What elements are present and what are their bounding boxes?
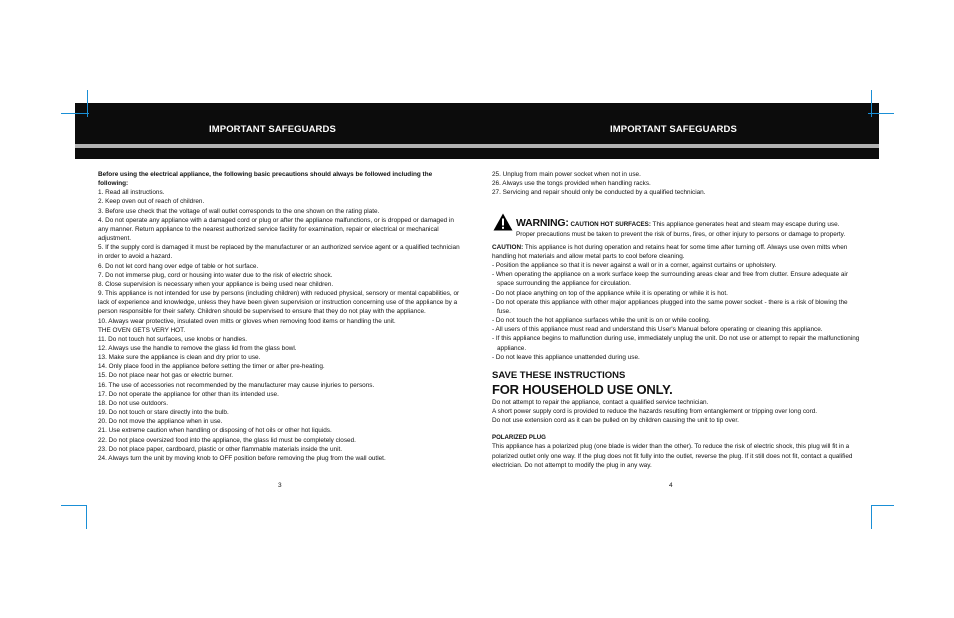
household-line: Do not attempt to repair the appliance, contact a qualified service technician. — [492, 398, 709, 406]
warning-triangle-icon — [493, 213, 513, 231]
caution-label: CAUTION: — [492, 243, 524, 251]
caution-bullet-list — [492, 261, 860, 362]
safeguard-item: 15. Do not place near hot gas or electric burner. — [98, 372, 233, 380]
crop-mark-top-left-h — [61, 113, 89, 114]
safeguard-item: 23. Do not place paper, cardboard, plastic or other flammable materials inside the unit. — [98, 445, 343, 453]
safeguard-item: 13. Make sure the appliance is clean and dry prior to use. — [98, 354, 261, 362]
safeguard-item: 26. Always use the tongs provided when handling racks. — [492, 180, 651, 188]
bullet-item: - Do not touch the hot appliance surfaces while the unit is on or while cooling. — [492, 317, 711, 325]
caution-text: This appliance is hot during operation and retains heat for some time after turning off. Always use oven mitts when handling hot materials and allow metal parts to cool before cleaning. — [492, 243, 848, 260]
header-band-lower — [75, 148, 879, 159]
bullet-item: - Position the appliance so that it is never against a wall or in a corner, against curtains or upholstery. — [492, 262, 777, 270]
safeguard-item: 1. Read all instructions. — [98, 189, 165, 197]
safeguard-item: 7. Do not immerse plug, cord or housing into water due to the risk of electric shock. — [98, 271, 333, 279]
bullet-item: - Do not operate this appliance with other major appliances plugged into the same power socket - there is a risk of blowing the fuse. — [492, 298, 848, 315]
right-page-column — [492, 170, 860, 470]
safeguard-item: 8. Close supervision is necessary when your appliance is being used near children. — [98, 280, 334, 288]
intro-paragraph: Before using the electrical appliance, the following basic precautions should always be followed including the following: — [98, 171, 433, 188]
safeguard-item: 2. Keep oven out of reach of children. — [98, 198, 205, 206]
safeguard-item: 11. Do not touch hot surfaces, use knobs or handles. — [98, 335, 248, 343]
polarized-plug-text: This appliance has a polarized plug (one blade is wider than the other). To reduce the risk of electric shock, this plug will fit in a polarized outlet only one way. If the plug does not fit fully into the outlet, reverse the plug. If it still does not fit, contact a qualified electrician. Do not attempt to modify the plug in any way. — [492, 443, 853, 469]
safeguard-item: 25. Unplug from main power socket when not in use. — [492, 171, 641, 178]
safeguard-item: THE OVEN GETS VERY HOT. — [98, 326, 186, 334]
safeguard-item: 5. If the supply cord is damaged it must be replaced by the manufacturer or an authorized service agent or a qualified technician in order to avoid a hazard. — [98, 244, 460, 261]
crop-mark-top-left-v — [87, 90, 88, 117]
safeguard-item: 27. Servicing and repair should only be conducted by a qualified technician. — [492, 189, 706, 197]
safeguard-item: 10. Always wear protective, insulated oven mitts or gloves when removing food items or handling the unit. — [98, 317, 396, 325]
safeguard-item: 22. Do not place oversized food into the appliance, the glass lid must be completely closed. — [98, 436, 356, 444]
header-band — [75, 103, 879, 144]
safeguard-item: 3. Before use check that the voltage of wall outlet corresponds to the one shown on the rating plate. — [98, 207, 380, 215]
safeguard-item: 24. Always turn the unit by moving knob to OFF position before removing the plug from the wall outlet. — [98, 454, 386, 462]
bullet-item: - Do not leave this appliance unattended during use. — [492, 353, 640, 361]
left-page-column — [98, 170, 463, 463]
safeguard-item: 6. Do not let cord hang over edge of table or hot surface. — [98, 262, 259, 270]
crop-mark-top-right-v — [871, 90, 872, 117]
crop-mark-bottom-left-v — [86, 505, 87, 529]
safeguard-item: 19. Do not touch or stare directly into the bulb. — [98, 409, 229, 417]
warning-block — [492, 219, 860, 238]
safeguard-list-1 — [98, 188, 463, 463]
warning-label: WARNING: — [516, 217, 569, 230]
safeguard-item: 14. Only place food in the appliance before setting the timer or after pre-heating. — [98, 363, 325, 371]
right-page-title: IMPORTANT SAFEGUARDS — [610, 124, 737, 135]
safeguard-item: 17. Do not operate the appliance for other than its intended use. — [98, 390, 279, 398]
household-use-heading: FOR HOUSEHOLD USE ONLY. — [492, 381, 673, 397]
household-line: Do not use extension cord as it can be pulled on by children causing the unit to tip over. — [492, 417, 739, 425]
warning-text: This appliance generates heat and steam may escape during use. Proper precautions must be taken to prevent the risk of burns, fires, or other injury to persons or damage to property. — [516, 221, 846, 238]
safeguard-item: 9. This appliance is not intended for use by persons (including children) with reduced physical, sensory or mental capabilities, or lack of experience and knowledge, unless they have been given supervision or instruction concerning use of the appliance by a person responsible for their safety. Children should be supervised to ensure that they do not play with the appliance. — [98, 290, 460, 316]
caution-hot-surfaces-label: CAUTION HOT SURFACES: — [570, 221, 651, 229]
page-number-left: 3 — [278, 482, 282, 489]
crop-mark-bottom-left-h — [61, 505, 87, 506]
page-number-right: 4 — [669, 482, 673, 489]
crop-mark-bottom-right-h — [871, 505, 894, 506]
left-page-title: IMPORTANT SAFEGUARDS — [209, 124, 336, 135]
polarized-plug-heading: POLARIZED PLUG — [492, 434, 546, 442]
safeguard-item: 21. Use extreme caution when handling or disposing of hot oils or other hot liquids. — [98, 427, 332, 435]
crop-mark-bottom-right-v — [871, 505, 872, 529]
safeguard-item: 20. Do not move the appliance when in use. — [98, 418, 223, 426]
save-instructions-heading: SAVE THESE INSTRUCTIONS — [492, 369, 626, 381]
bullet-item: - If this appliance begins to malfunction during use, immediately unplug the unit. Do not use or attempt to repair the malfunctioning appliance. — [492, 335, 860, 352]
safeguard-item: 16. The use of accessories not recommended by the manufacturer may cause injuries to persons. — [98, 381, 375, 389]
bullet-item: - When operating the appliance on a work surface keep the surrounding areas clear and free from clutter. Ensure adequate air space surrounding the appliance for circulation. — [492, 271, 848, 288]
safeguard-item: 12. Always use the handle to remove the glass lid from the glass bowl. — [98, 344, 297, 352]
bullet-item: - Do not place anything on top of the appliance while it is operating or while it is hot. — [492, 289, 728, 297]
safeguard-item: 4. Do not operate any appliance with a damaged cord or plug or after the appliance malfunctions, or is dropped or damaged in any manner. Return appliance to the nearest authorized service facility for examination, repair or electrical or mechanical adjustment. — [98, 216, 454, 243]
bullet-item: - All users of this appliance must read and understand this User's Manual before operating or cleaning this appliance. — [492, 326, 823, 334]
household-line: A short power supply cord is provided to reduce the hazards resulting from entanglement or tripping over long cord. — [492, 407, 818, 415]
safeguard-item: 18. Do not use outdoors. — [98, 399, 168, 407]
